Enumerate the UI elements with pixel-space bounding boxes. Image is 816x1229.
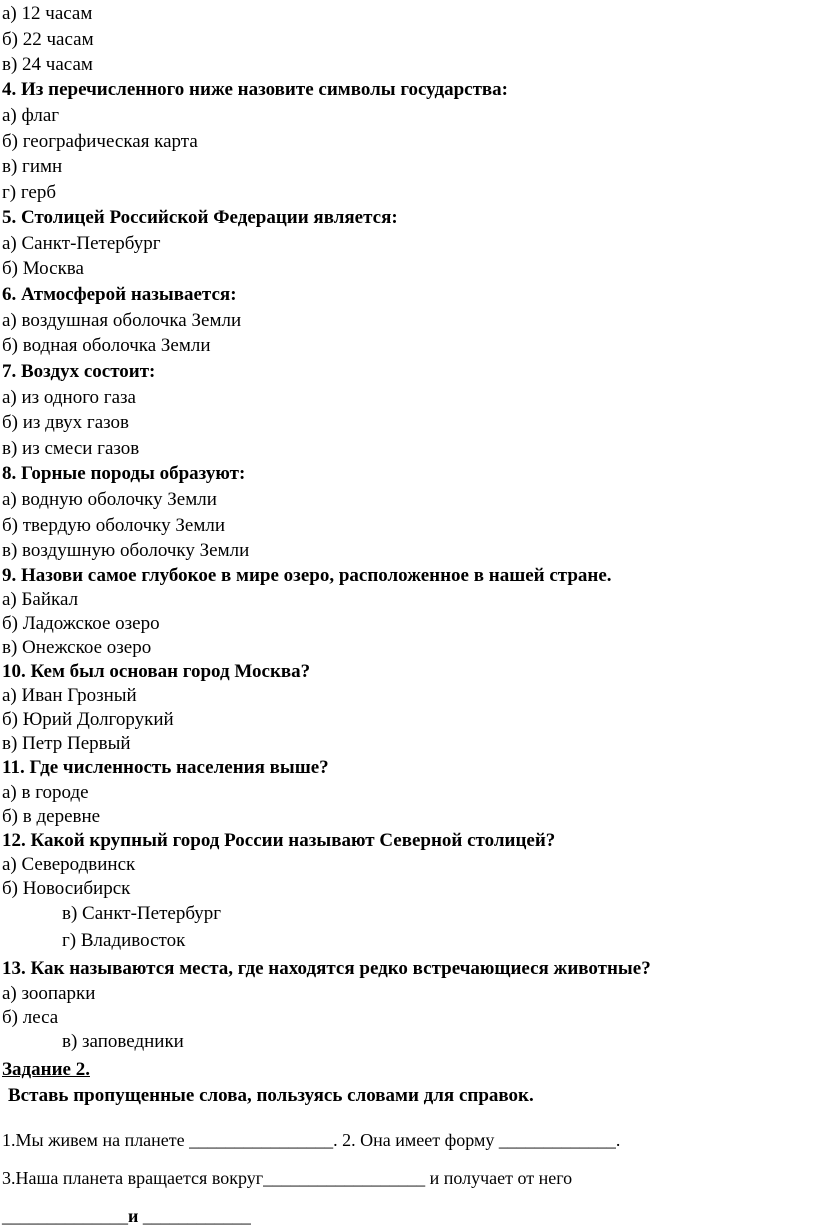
answer-option: б) Юрий Долгорукий xyxy=(2,709,174,730)
answer-option: в) заповедники xyxy=(62,1031,184,1052)
fill-in-sentence-1: 1.Мы живем на планете ________________. 2. Она имеет форму _____________. xyxy=(2,1130,621,1150)
blank-line: ____________ xyxy=(138,1206,251,1226)
answer-option: г) Владивосток xyxy=(62,930,186,951)
answer-option: в) из смеси газов xyxy=(2,438,140,459)
question-4: 4. Из перечисленного ниже назовите символы государства: xyxy=(2,79,509,100)
question-8: 8. Горные породы образуют: xyxy=(2,463,246,484)
question-7: 7. Воздух состоит: xyxy=(2,361,156,382)
question-9: 9. Назови самое глубокое в мире озеро, расположенное в нашей стране. xyxy=(2,565,612,586)
conjunction-text: и xyxy=(128,1206,139,1226)
answer-option: б) 22 часам xyxy=(2,29,94,50)
answer-option: б) из двух газов xyxy=(2,412,129,433)
answer-option: а) Северодвинск xyxy=(2,854,136,875)
question-5: 5. Столицей Российской Федерации является: xyxy=(2,207,398,228)
fill-in-sentence-3 xyxy=(2,1204,251,1228)
answer-option: б) в деревне xyxy=(2,806,101,827)
question-10: 10. Кем был основан город Москва? xyxy=(2,661,311,682)
answer-option: в) воздушную оболочку Земли xyxy=(2,540,250,561)
blank-line: ______________ xyxy=(2,1206,128,1226)
answer-option: а) Байкал xyxy=(2,589,79,610)
answer-option: в) Санкт-Петербург xyxy=(62,903,222,924)
question-6: 6. Атмосферой называется: xyxy=(2,284,237,305)
question-13: 13. Как называются места, где находятся редко встречающиеся животные? xyxy=(2,958,651,979)
answer-option: б) географическая карта xyxy=(2,131,198,152)
answer-option: а) Иван Грозный xyxy=(2,685,137,706)
answer-option: б) леса xyxy=(2,1007,59,1028)
answer-option: г) герб xyxy=(2,182,57,203)
answer-option: а) в городе xyxy=(2,782,89,803)
answer-option: а) Санкт-Петербург xyxy=(2,233,161,254)
answer-option: а) водную оболочку Земли xyxy=(2,489,217,510)
answer-option: а) из одного газа xyxy=(2,387,136,408)
answer-option: а) зоопарки xyxy=(2,983,96,1004)
answer-option: б) Ладожское озеро xyxy=(2,613,160,634)
answer-option: в) Петр Первый xyxy=(2,733,131,754)
task-2-title: Задание 2. xyxy=(2,1059,90,1080)
answer-option: б) твердую оболочку Земли xyxy=(2,515,225,536)
answer-option: а) воздушная оболочка Земли xyxy=(2,310,242,331)
question-11: 11. Где численность населения выше? xyxy=(2,757,329,778)
answer-option: б) Новосибирск xyxy=(2,878,131,899)
answer-option: в) 24 часам xyxy=(2,54,93,75)
answer-option: а) 12 часам xyxy=(2,3,93,24)
fill-in-sentence-2: 3.Наша планета вращается вокруг__________________ и получает от него xyxy=(2,1168,573,1188)
answer-option: б) водная оболочка Земли xyxy=(2,335,211,356)
answer-option: б) Москва xyxy=(2,258,84,279)
question-12: 12. Какой крупный город России называют Северной столицей? xyxy=(2,830,556,851)
task-2-instruction: Вставь пропущенные слова, пользуясь словами для справок. xyxy=(8,1085,534,1106)
answer-option: а) флаг xyxy=(2,105,60,126)
answer-option: в) гимн xyxy=(2,156,63,177)
answer-option: в) Онежское озеро xyxy=(2,637,152,658)
